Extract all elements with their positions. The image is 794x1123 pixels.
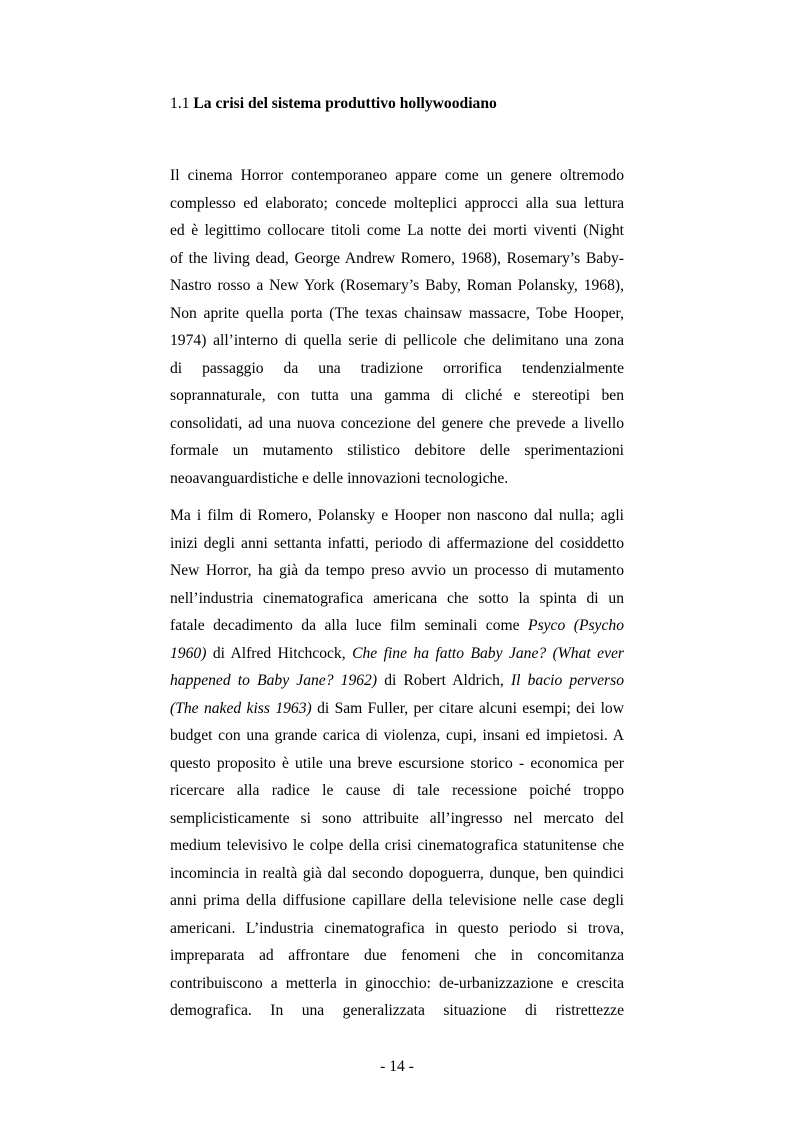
text-line: questo proposito è utile una breve escursione storico - economica per <box>170 754 624 772</box>
text-segment: di Alfred Hitchcock, <box>206 644 353 662</box>
film-title: Il bacio perverso <box>510 672 624 689</box>
text-line: complesso ed elaborato; concede molteplici approcci alla sua lettura <box>170 194 624 212</box>
text-line: contribuiscono a metterla in ginocchio: de-urbanizzazione e crescita <box>170 974 624 992</box>
text-line: inizi degli anni settanta infatti, periodo di affermazione del cosiddetto <box>170 534 624 552</box>
text-line: consolidati, ad una nuova concezione del genere che prevede a livello <box>170 414 624 432</box>
text-segment: di Sam Fuller, per citare alcuni esempi; dei low <box>311 699 624 717</box>
text-line: incomincia in realtà già dal secondo dopoguerra, dunque, ben quindici <box>170 864 624 882</box>
text-segment: fatale decadimento da alla luce film seminali come <box>170 617 529 634</box>
text-line: neoavanguardistiche e delle innovazioni tecnologiche. <box>170 469 509 487</box>
text-line <box>170 667 624 695</box>
film-title: (The naked kiss 1963) <box>170 699 312 717</box>
text-line: americani. L’industria cinematografica in questo periodo si trova, <box>170 919 624 937</box>
film-title: Psyco (Psycho <box>528 617 624 634</box>
text-line: Ma i film di Romero, Polansky e Hooper non nascono dal nulla; agli <box>170 507 624 524</box>
section-heading <box>170 94 497 114</box>
text-line: semplicisticamente si sono attribuite all’ingresso nel mercato del <box>170 809 624 827</box>
text-line: budget con una grande carica di violenza, cupi, insani ed impietosi. A <box>170 727 624 744</box>
page-number: - 14 - <box>380 1058 414 1075</box>
text-line: Nastro rosso a New York (Rosemary’s Baby, Roman Polansky, 1968), <box>170 277 624 294</box>
body-text <box>170 162 624 1025</box>
text-line: di passaggio da una tradizione orrorifica tendenzialmente <box>170 359 624 377</box>
paragraph-1 <box>170 162 624 492</box>
text-line: Non aprite quella porta (The texas chainsaw massacre, Tobe Hooper, <box>170 304 624 322</box>
text-line: soprannaturale, con tutta una gamma di cliché e stereotipi ben <box>170 387 624 404</box>
text-line: formale un mutamento stilistico debitore delle sperimentazioni <box>170 442 624 459</box>
text-line <box>170 612 624 640</box>
text-line: Il cinema Horror contemporaneo appare come un genere oltremodo <box>170 167 624 184</box>
text-line: medium televisivo le colpe della crisi cinematografica statunitense che <box>170 837 624 854</box>
section-title: La crisi del sistema produttivo hollywoodiano <box>193 95 497 112</box>
text-line: nell’industria cinematografica americana che sotto la spinta di un <box>170 589 624 607</box>
text-line <box>170 695 624 723</box>
text-line: New Horror, ha già da tempo preso avvio un processo di mutamento <box>170 562 624 579</box>
paragraph-2 <box>170 502 624 1025</box>
text-line: 1974) all’interno di quella serie di pellicole che delimitano una zona <box>170 332 624 349</box>
text-line: anni prima della diffusione capillare della televisione nelle case degli <box>170 892 624 909</box>
film-title: happened to Baby Jane? 1962) <box>170 672 378 689</box>
text-line: demografica. In una generalizzata situazione di ristrettezze <box>170 1002 624 1019</box>
text-line: ricercare alla radice le cause di tale recessione poiché troppo <box>170 782 624 799</box>
text-line: of the living dead, George Andrew Romero, 1968), Rosemary’s Baby- <box>170 249 624 267</box>
text-line <box>170 640 624 668</box>
film-title: 1960) <box>170 644 207 662</box>
text-line: ed è legittimo collocare titoli come La notte dei morti viventi (Night <box>170 222 624 239</box>
film-title: Che fine ha fatto Baby Jane? (What ever <box>352 644 624 662</box>
text-segment: di Robert Aldrich, <box>377 672 511 689</box>
section-number: 1.1 <box>170 95 190 112</box>
text-line: impreparata ad affrontare due fenomeni che in concomitanza <box>170 947 624 964</box>
